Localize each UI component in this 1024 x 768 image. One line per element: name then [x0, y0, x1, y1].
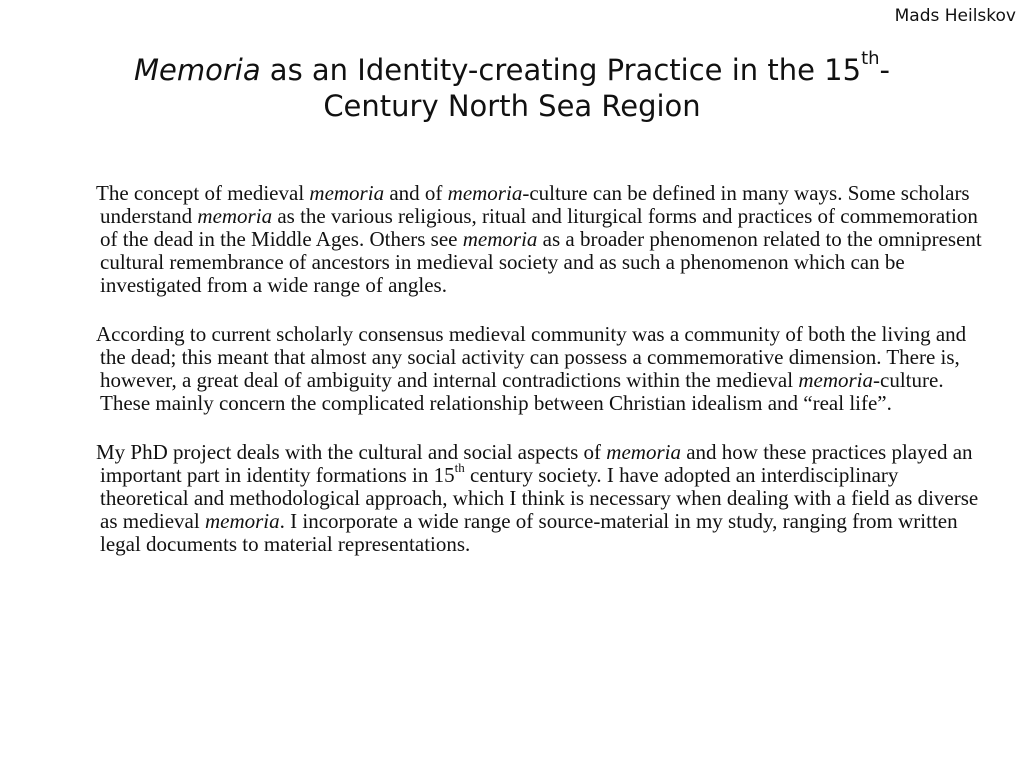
paragraph-2 [82, 323, 982, 415]
p3-text-1: My PhD project deals with the cultural and social aspects of [96, 440, 607, 464]
p1-text-4: as the various religious, ritual and liturgical forms and practices of commemoration of the dead in the Middle Ages. Others see [100, 204, 978, 251]
paragraph-1 [82, 182, 982, 297]
title-superscript: th [861, 48, 880, 69]
p1-text-3: -culture can be defined in many ways. Some scholars understand [100, 181, 970, 228]
p3-text-2: and how these practices played an important part in identity formations in 15 [100, 440, 973, 487]
p2-text-2: -culture. These mainly concern the complicated relationship between Christian idealism and “real life”. [100, 368, 944, 415]
title-line2: Century North Sea Region [323, 89, 701, 123]
p2-italic-1: memoria [798, 368, 874, 392]
author-name: Mads Heilskov [894, 6, 1016, 26]
p1-text-5: as a broader phenomenon related to the omnipresent cultural remembrance of ancestors in medieval society and as such a phenomenon which can be investigated from a wide range of angles. [100, 227, 982, 297]
p1-italic-4: memoria [462, 227, 538, 251]
slide-body [82, 182, 982, 582]
paragraph-3 [82, 441, 982, 556]
p3-text-3: century society. I have adopted an interdisciplinary theoretical and methodological approach, which I think is necessary when dealing with a field as diverse as medieval [100, 463, 979, 533]
p3-italic-1: memoria [606, 440, 681, 464]
title-italic-word: Memoria [133, 53, 261, 87]
p1-italic-1: memoria [309, 181, 385, 205]
p1-text-2: and of [384, 181, 448, 205]
p1-italic-3: memoria [197, 204, 273, 228]
p3-superscript: th [454, 460, 465, 475]
p1-italic-2: memoria [447, 181, 523, 205]
p3-text-4: . I incorporate a wide range of source-material in my study, ranging from written legal documents to material representations. [100, 509, 958, 556]
slide-title [40, 48, 984, 124]
p3-italic-2: memoria [204, 509, 280, 533]
title-line1: as an Identity-creating Practice in the 15 [260, 53, 862, 87]
p2-text-1: According to current scholarly consensus medieval community was a community of both the living and the dead; this meant that almost any social activity can possess a commemorative dimension. There is, however, a great deal of ambiguity and internal contradictions within the medieval [96, 322, 967, 392]
p1-text-1: The concept of medieval [96, 181, 310, 205]
title-hyphen: - [879, 53, 891, 87]
